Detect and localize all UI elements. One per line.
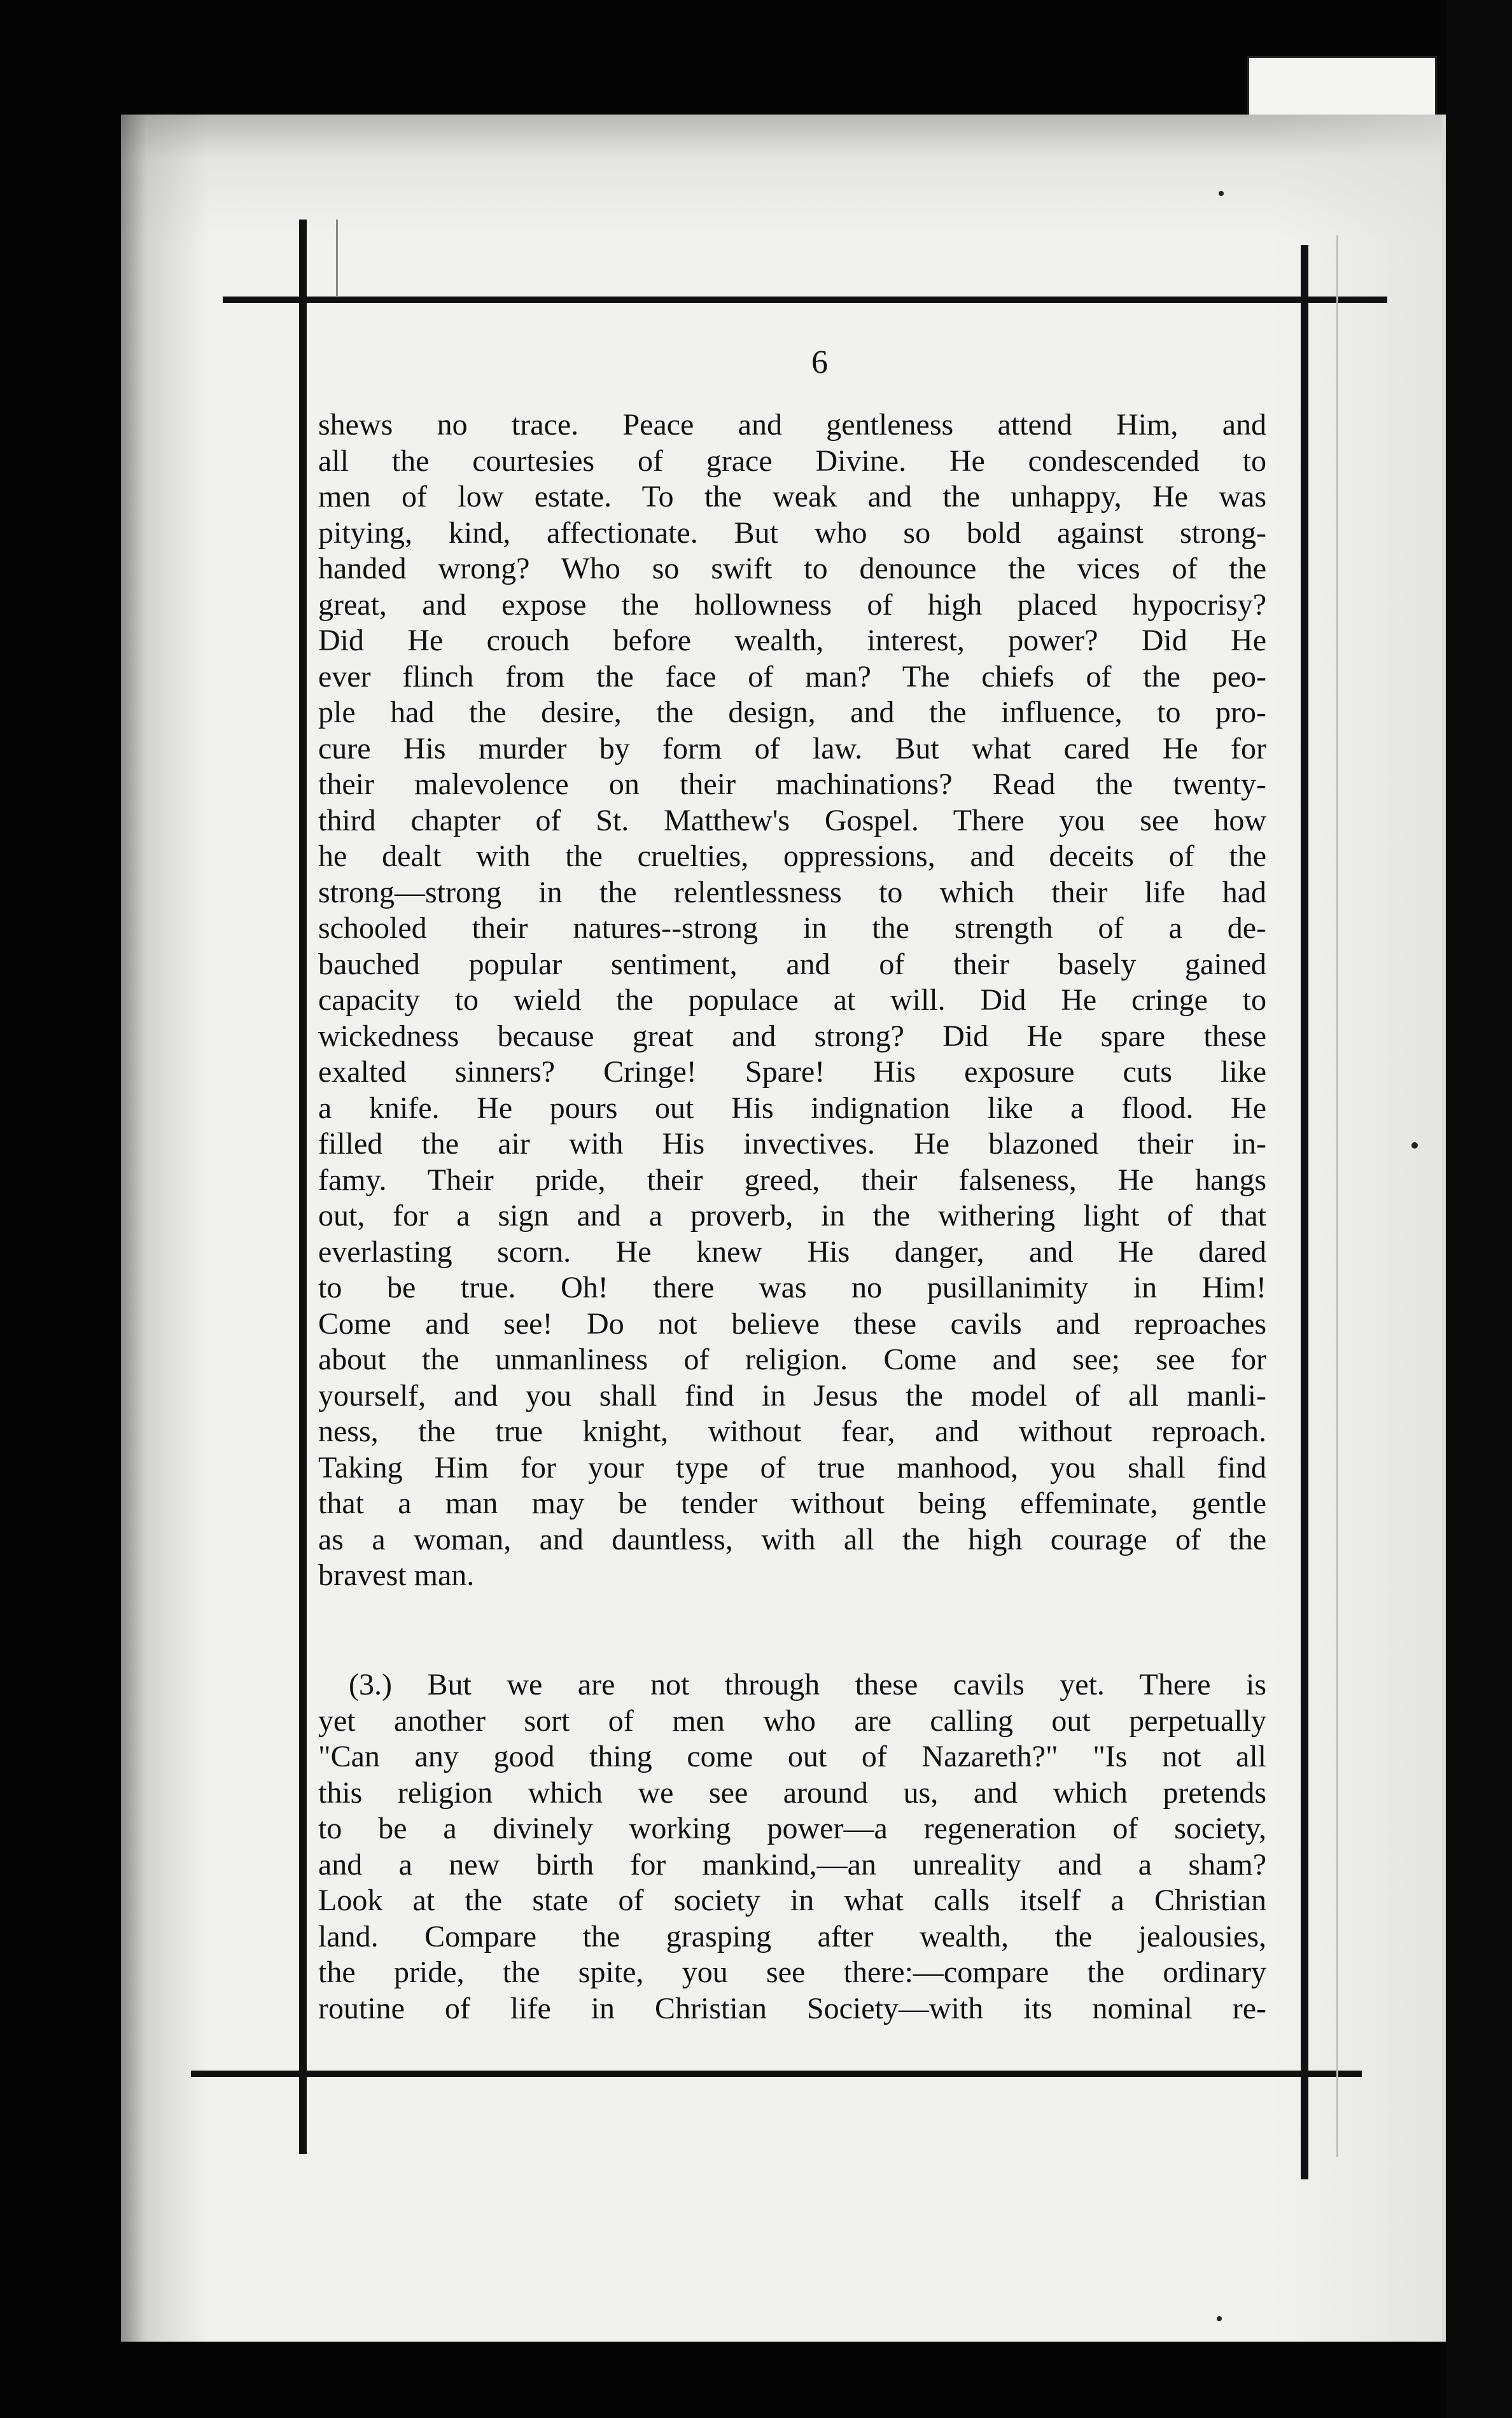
text-line: men of low estate. To the weak and the unhappy, He was <box>318 480 1266 514</box>
top-frame-rule <box>223 297 1387 303</box>
speck <box>1411 1142 1418 1149</box>
text-line: this religion which we see around us, and which pretends <box>318 1775 1266 1810</box>
text-line: filled the air with His invectives. He blazoned their in- <box>318 1127 1266 1161</box>
speck <box>1217 2316 1222 2321</box>
scan-edge-strip <box>1446 0 1512 2418</box>
text-line: he dealt with the cruelties, oppressions, and deceits of the <box>318 839 1266 873</box>
page-shading <box>1273 115 1446 2342</box>
text-line: shews no trace. Peace and gentleness attend Him, and <box>318 408 1266 442</box>
text-line: all the courtesies of grace Divine. He condescended to <box>318 444 1266 478</box>
text-line: to be a divinely working power—a regeneration of society, <box>318 1812 1266 1845</box>
text-line: third chapter of St. Matthew's Gospel. There you see how <box>318 803 1266 837</box>
right-margin-tick <box>1336 235 1338 2157</box>
text-line: routine of life in Christian Society—with its nominal re- <box>318 1991 1266 2025</box>
text-line: capacity to wield the populace at will. Did He cringe to <box>318 983 1266 1017</box>
text-line: a knife. He pours out His indignation like a flood. He <box>318 1091 1266 1125</box>
left-frame-rule <box>299 220 307 2154</box>
text-line: to be true. Oh! there was no pusillanimity in Him! <box>318 1271 1266 1304</box>
text-line: Look at the state of society in what calls itself a Christian <box>318 1883 1266 1917</box>
text-line: Taking Him for your type of true manhood, you shall find <box>318 1450 1266 1485</box>
text-line: handed wrong? Who so swift to denounce the vices of the <box>318 552 1266 585</box>
text-line: exalted sinners? Cringe! Spare! His exposure cuts like <box>318 1055 1266 1089</box>
text-line: pitying, kind, affectionate. But who so bold against strong- <box>318 515 1266 550</box>
text-line: as a woman, and dauntless, with all the high courage of the <box>318 1522 1266 1556</box>
text-line: cure His murder by form of law. But what cared He for <box>318 731 1266 765</box>
paragraph-2 <box>318 1667 1266 2027</box>
text-line: wickedness because great and strong? Did He spare these <box>318 1019 1266 1053</box>
text-line: yourself, and you shall find in Jesus the model of all manli- <box>318 1378 1266 1413</box>
text-line: great, and expose the hollowness of high placed hypocrisy? <box>318 587 1266 622</box>
text-line: ness, the true knight, without fear, and without reproach. <box>318 1415 1266 1448</box>
text-line: and a new birth for mankind,—an unreality and a sham? <box>318 1847 1266 1882</box>
text-line: that a man may be tender without being effeminate, gentle <box>318 1486 1266 1520</box>
text-line: ple had the desire, the design, and the influence, to pro- <box>318 695 1266 729</box>
text-line: the pride, the spite, you see there:—compare the ordinary <box>318 1955 1266 1989</box>
left-margin-tick <box>336 220 338 296</box>
text-line: their malevolence on their machinations? Read the twenty- <box>318 767 1266 801</box>
text-line: out, for a sign and a proverb, in the withering light of that <box>318 1199 1266 1233</box>
bottom-frame-rule <box>191 2071 1362 2077</box>
speck <box>1219 191 1224 196</box>
text-line: schooled their natures--strong in the strength of a de- <box>318 911 1266 945</box>
text-line: land. Compare the grasping after wealth, the jealousies, <box>318 1919 1266 1953</box>
text-line: strong—strong in the relentlessness to which their life had <box>318 875 1266 909</box>
text-line: bauched popular sentiment, and of their basely gained <box>318 947 1266 981</box>
text-line: about the unmanliness of religion. Come and see; see for <box>318 1343 1266 1376</box>
text-line: bravest man. <box>318 1558 475 1592</box>
text-line: famy. Their pride, their greed, their falseness, He hangs <box>318 1163 1266 1197</box>
text-line: "Can any good thing come out of Nazareth?" "Is not all <box>318 1740 1266 1773</box>
text-line: ever flinch from the face of man? The chiefs of the peo- <box>318 659 1266 694</box>
text-line: Come and see! Do not believe these cavils and reproaches <box>318 1306 1266 1341</box>
text-line: (3.) But we are not through these cavils yet. There is <box>349 1668 1266 1702</box>
text-line: yet another sort of men who are calling out perpetually <box>318 1703 1266 1738</box>
page-number: 6 <box>811 344 828 381</box>
text-line: everlasting scorn. He knew His danger, and He dared <box>318 1234 1266 1269</box>
right-frame-rule <box>1301 245 1308 2179</box>
text-line: Did He crouch before wealth, interest, power? Did He <box>318 624 1266 657</box>
paragraph-1 <box>318 407 1266 1594</box>
